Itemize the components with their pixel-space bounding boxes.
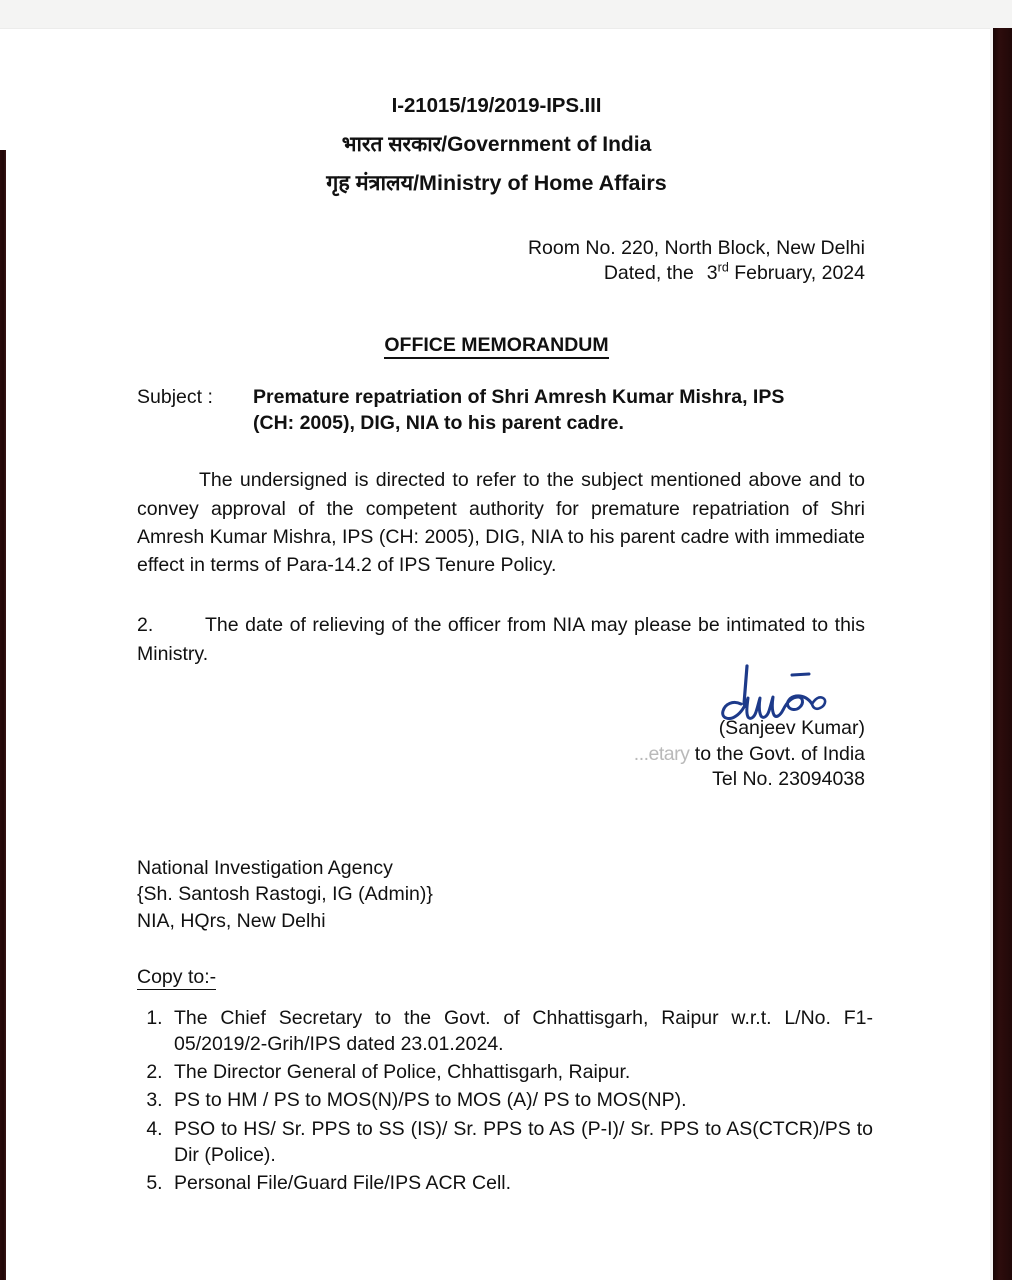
date-day-suffix: rd bbox=[717, 260, 729, 275]
government-of-india-line: भारत सरकार/Government of India bbox=[341, 132, 652, 156]
paragraph-1: The undersigned is directed to refer to the subject mentioned above and to convey approval of the competent authority for premature repatriation of Shri Amresh Kumar Mishra, IPS (CH: 2005), DIG, NIA to his parent cadre with immediate effect in terms of Para-14.2 of IPS Tenure Policy. bbox=[137, 469, 865, 577]
subject-line-1: Premature repatriation of Shri Amresh Kumar Mishra, IPS bbox=[253, 385, 785, 408]
list-item: 4. PSO to HS/ Sr. PPS to SS (IS)/ Sr. PPS to AS (P-I)/ Sr. PPS to AS(CTCR)/PS to Dir (Police). bbox=[168, 1116, 873, 1168]
addressee-block bbox=[0, 855, 993, 934]
signatory-telephone: Tel No. 23094038 bbox=[712, 768, 865, 791]
office-address: Room No. 220, North Block, New Delhi bbox=[527, 237, 865, 259]
page-title bbox=[0, 334, 993, 357]
signatory-designation-faded-prefix: ...etary bbox=[633, 742, 690, 765]
scan-right-dark-edge bbox=[993, 28, 1012, 1280]
signature-block bbox=[0, 716, 993, 793]
signatory-name: (Sanjeev Kumar) bbox=[718, 716, 865, 739]
addressee-officer: {Sh. Santosh Rastogi, IG (Admin)} bbox=[137, 883, 433, 906]
document-body bbox=[0, 466, 993, 668]
subject-label: Subject : bbox=[137, 385, 213, 408]
copy-to-list bbox=[0, 1005, 993, 1196]
addressee-location: NIA, HQrs, New Delhi bbox=[137, 909, 326, 932]
document-date bbox=[0, 261, 865, 286]
address-date-block bbox=[0, 236, 993, 286]
date-day: 3 bbox=[706, 261, 718, 284]
subject-line-2: (CH: 2005), DIG, NIA to his parent cadre. bbox=[253, 411, 624, 434]
document-header bbox=[0, 96, 993, 194]
office-memorandum-title: OFFICE MEMORANDUM bbox=[384, 334, 608, 359]
signatory-designation-text: to the Govt. of India bbox=[689, 742, 865, 765]
list-item: 3. PS to HM / PS to MOS(N)/PS to MOS (A)/ PS to MOS(NP). bbox=[168, 1087, 873, 1113]
subject-row bbox=[0, 385, 993, 436]
file-number: I-21015/19/2019-IPS.III bbox=[391, 94, 602, 117]
addressee-organisation: National Investigation Agency bbox=[137, 857, 393, 880]
paragraph-2-text: The date of relieving of the officer from NIA may please be intimated to this Ministry. bbox=[137, 614, 865, 665]
list-item: 2. The Director General of Police, Chhattisgarh, Raipur. bbox=[168, 1059, 873, 1085]
dated-label: Dated, the bbox=[603, 261, 694, 284]
subject-text bbox=[253, 385, 865, 436]
list-item: 5. Personal File/Guard File/IPS ACR Cell. bbox=[168, 1170, 873, 1196]
list-item: 1. The Chief Secretary to the Govt. of Chhattisgarh, Raipur w.r.t. L/No. F1-05/2019/2-Grih/IPS dated 23.01.2024. bbox=[168, 1005, 873, 1057]
document-sheet bbox=[0, 28, 993, 1280]
date-month-year: February, 2024 bbox=[734, 261, 865, 284]
signatory-designation bbox=[0, 742, 865, 768]
copy-to-heading-text: Copy to:- bbox=[137, 966, 217, 989]
scan-top-strip bbox=[0, 0, 1012, 29]
paragraph-2 bbox=[137, 611, 865, 668]
copy-to-heading bbox=[0, 966, 993, 989]
paragraph-2-number: 2. bbox=[137, 614, 154, 637]
ministry-of-home-affairs-line: गृह मंत्रालय/Ministry of Home Affairs bbox=[326, 170, 667, 195]
